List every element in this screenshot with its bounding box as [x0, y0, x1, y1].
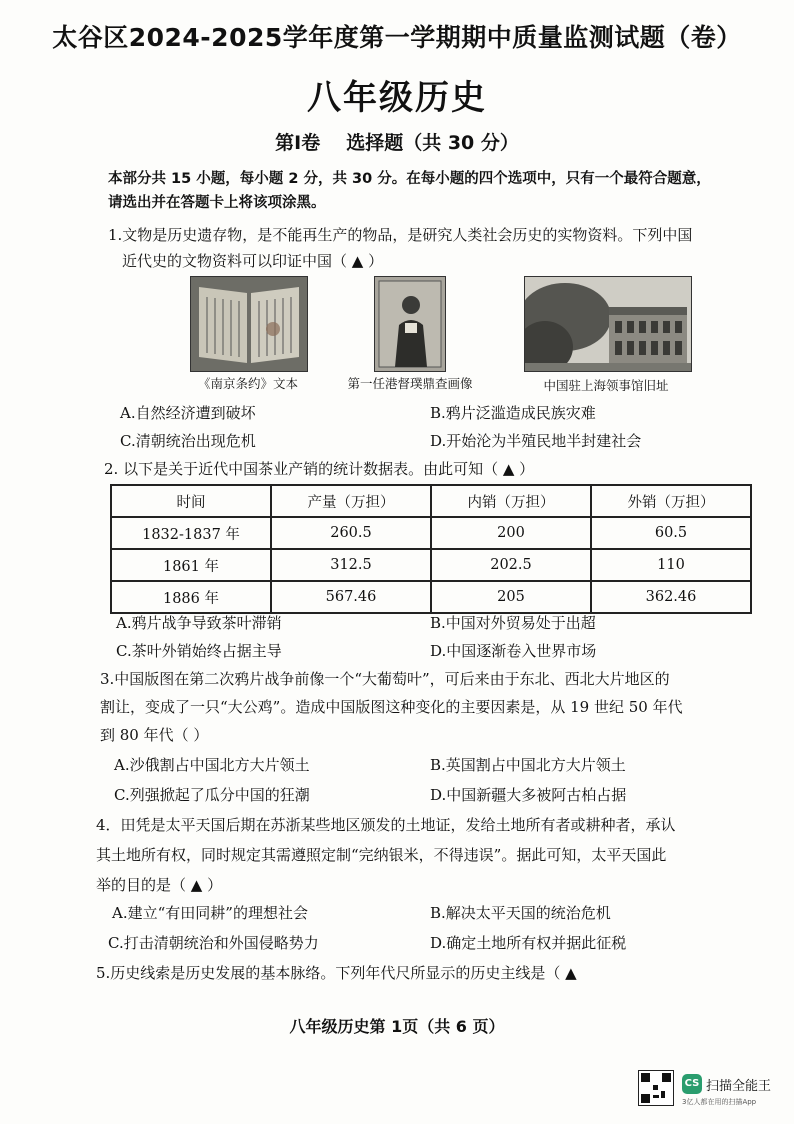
table-header-cell: 内销（万担） — [431, 485, 591, 517]
section-name: 第Ⅰ卷 — [275, 132, 321, 154]
consulate-building-photo — [524, 276, 692, 372]
figure-caption-portrait: 第一任港督璞鼎查画像 — [347, 376, 473, 391]
table-cell: 260.5 — [271, 517, 431, 549]
table-cell: 1832-1837 年 — [111, 517, 271, 549]
q4-stem-line-1: 4．田凭是太平天国后期在苏浙某些地区颁发的土地证，发给土地所有者或耕种者，承认 — [96, 816, 676, 834]
qr-code-icon — [638, 1070, 674, 1106]
table-cell: 200 — [431, 517, 591, 549]
q2-option-d[interactable]: D.中国逐渐卷入世界市场 — [430, 642, 597, 660]
table-cell: 312.5 — [271, 549, 431, 581]
subject-title: 八年级历史 — [307, 78, 487, 118]
q4-stem-line-2: 其土地所有权，同时规定其需遵照定制“完纳银米，不得违误”。据此可知，太平天国此 — [96, 846, 667, 864]
figure-caption-consulate: 中国驻上海领事馆旧址 — [543, 378, 669, 393]
q3-option-a[interactable]: A.沙俄割占中国北方大片领土 — [114, 756, 310, 774]
table-header-cell: 产量（万担） — [271, 485, 431, 517]
q5-stem: 5.历史线索是历史发展的基本脉络。下列年代尺所显示的历史主线是（ ▲ — [96, 964, 577, 982]
q2-stem: 2. 以下是关于近代中国茶业产销的统计数据表。由此可知（ ▲ ） — [104, 460, 535, 478]
camscanner-name: 扫描全能王 — [706, 1079, 772, 1094]
section-heading — [0, 128, 794, 155]
table-cell: 205 — [431, 581, 591, 613]
table-header-cell: 外销（万担） — [591, 485, 751, 517]
table-row — [111, 549, 751, 581]
section-description: 选择题（共 30 分） — [346, 132, 519, 154]
treaty-book-illustration — [191, 277, 307, 371]
table-cell: 110 — [591, 549, 751, 581]
table-header-row — [111, 485, 751, 517]
governor-portrait — [374, 276, 446, 372]
q4-option-a[interactable]: A.建立“有田同耕”的理想社会 — [112, 904, 308, 922]
table-row — [111, 517, 751, 549]
tea-statistics-table — [110, 484, 752, 614]
table-cell: 1861 年 — [111, 549, 271, 581]
q3-option-c[interactable]: C.列强掀起了瓜分中国的狂潮 — [114, 786, 310, 804]
page-footer: 八年级历史第 1页（共 6 页） — [289, 1017, 505, 1036]
q2-option-a[interactable]: A.鸦片战争导致茶叶滞销 — [116, 614, 282, 632]
q4-stem-line-3: 举的目的是（ ▲ ） — [96, 876, 223, 894]
q3-option-d[interactable]: D.中国新疆大多被阿古柏占据 — [430, 786, 627, 804]
q1-stem-line-2: 近代史的文物资料可以印证中国（ ▲ ） — [122, 252, 384, 270]
table-cell: 60.5 — [591, 517, 751, 549]
q1-option-a[interactable]: A.自然经济遭到破坏 — [120, 404, 256, 422]
q4-option-c[interactable]: C.打击清朝统治和外国侵略势力 — [108, 934, 319, 952]
table-cell: 1886 年 — [111, 581, 271, 613]
q3-stem-line-2: 割让，变成了一只“大公鸡”。造成中国版图这种变化的主要因素是，从 19 世纪 50 年代 — [100, 698, 683, 716]
table-row — [111, 581, 751, 613]
q3-stem-line-1: 3.中国版图在第二次鸦片战争前像一个“大葡萄叶”，可后来由于东北、西北大片地区的 — [100, 670, 670, 688]
q3-option-b[interactable]: B.英国割占中国北方大片领土 — [430, 756, 626, 774]
q1-stem-line-1: 1.文物是历史遗存物，是不能再生产的物品，是研究人类社会历史的实物资料。下列中国 — [108, 226, 693, 244]
instructions-line-2: 请选出并在答题卡上将该项涂黑。 — [108, 195, 326, 211]
q2-option-c[interactable]: C.茶叶外销始终占据主导 — [116, 642, 282, 660]
camscanner-logo-icon: CS — [682, 1074, 702, 1094]
q3-stem-line-3: 到 80 年代（ ） — [100, 726, 209, 744]
figure-caption-treaty: 《南京条约》文本 — [197, 376, 298, 391]
treaty-text-photo — [190, 276, 308, 372]
table-cell: 362.46 — [591, 581, 751, 613]
q1-option-b[interactable]: B.鸦片泛滥造成民族灾难 — [430, 404, 596, 422]
q4-option-d[interactable]: D.确定土地所有权并据此征税 — [430, 934, 627, 952]
instructions-line-1: 本部分共 15 小题，每小题 2 分，共 30 分。在每小题的四个选项中，只有一个最符合题意， — [108, 171, 711, 187]
q1-option-d[interactable]: D.开始沦为半殖民地半封建社会 — [430, 432, 642, 450]
table-cell: 202.5 — [431, 549, 591, 581]
exam-title: 太谷区2024-2025学年度第一学期期中质量监测试题（卷） — [52, 23, 742, 52]
q2-option-b[interactable]: B.中国对外贸易处于出超 — [430, 614, 596, 632]
building-illustration — [525, 277, 691, 371]
table-header-cell: 时间 — [111, 485, 271, 517]
q1-option-c[interactable]: C.清朝统治出现危机 — [120, 432, 256, 450]
table-cell: 567.46 — [271, 581, 431, 613]
portrait-illustration — [375, 277, 445, 371]
camscanner-tagline: 3亿人都在用的扫描App — [682, 1098, 757, 1106]
q4-option-b[interactable]: B.解决太平天国的统治危机 — [430, 904, 611, 922]
